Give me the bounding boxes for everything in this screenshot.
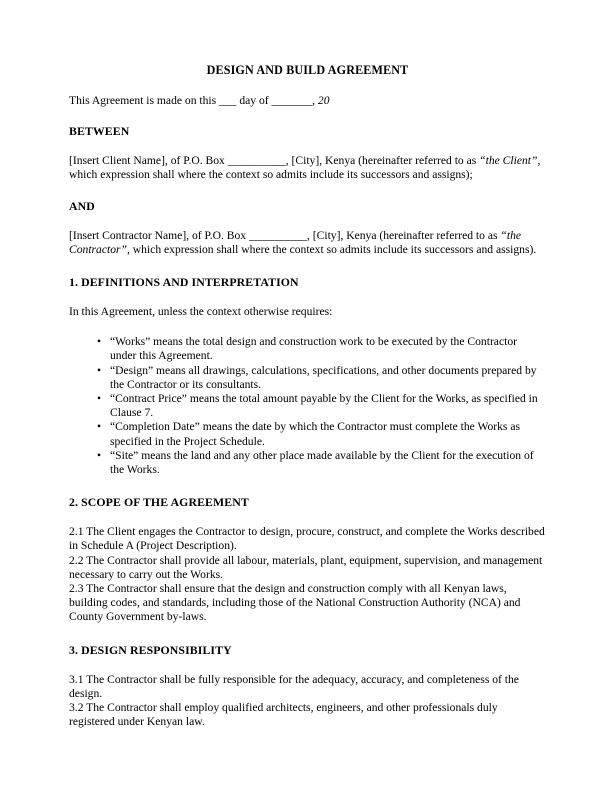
definition-text: “Site” means the land and any other place made available by the Client for the execution of the Works.	[110, 448, 534, 477]
date-line-day-blank: ___	[219, 94, 237, 107]
client-party-text-before: [Insert Client Name], of P.O. Box __________, [City], Kenya (hereinafter referred to as	[69, 154, 480, 168]
section-heading-design-responsibility: 3. DESIGN RESPONSIBILITY	[69, 642, 232, 657]
client-party-paragraph	[69, 154, 546, 182]
definition-text: “Completion Date” means the date by which the Contractor must complete the Works as specified in the Project Schedule.	[110, 420, 520, 448]
client-defined-term: “the Client”	[479, 154, 538, 168]
definition-text: “Contract Price” means the total amount payable by the Client for the Works, as specified in Clause 7.	[110, 392, 538, 420]
contractor-defined-term: “the Contractor”	[69, 228, 522, 256]
date-line-year: 20	[317, 94, 330, 107]
clause-3-2: 3.2 The Contractor shall employ qualified architects, engineers, and other professionals duly registered under Kenyan law.	[69, 701, 498, 729]
clause-2-1: 2.1 The Client engages the Contractor to design, procure, construct, and complete the Works described in Schedule A (Project Description).	[69, 525, 545, 553]
list-item	[97, 335, 546, 363]
bullet-icon: •	[97, 392, 102, 406]
clause-3-1: 3.1 The Contractor shall be fully responsible for the adequacy, accuracy, and completeness of the design.	[69, 672, 519, 700]
agreement-date-line	[69, 94, 546, 108]
section-heading-scope: 2. SCOPE OF THE AGREEMENT	[69, 495, 249, 510]
section-heading-definitions: 1. DEFINITIONS AND INTERPRETATION	[69, 275, 299, 290]
contractor-party-paragraph	[69, 229, 546, 257]
list-item	[97, 449, 546, 477]
contractor-party-text-before: [Insert Contractor Name], of P.O. Box __________, [City], Kenya (hereinafter referred to as	[69, 228, 501, 242]
client-party-text-after: , which expression shall where the context so admits include its successors and assigns);	[69, 154, 541, 182]
bullet-icon: •	[97, 448, 102, 462]
clause-2-3: 2.3 The Contractor shall ensure that the design and construction comply with all Kenyan laws, building codes, and standards, including those of the National Construction Authority (NCA) and County Government by-laws.	[69, 582, 521, 624]
list-item	[97, 420, 546, 448]
list-item	[97, 392, 546, 420]
and-label: AND	[69, 198, 95, 213]
contractor-party-text-after: , which expression shall where the context so admits include its successors and assigns).	[126, 242, 537, 256]
definitions-intro: In this Agreement, unless the context otherwise requires:	[69, 305, 333, 319]
list-item	[97, 364, 546, 392]
date-line-suffix: ,	[312, 94, 318, 107]
definition-text: “Works” means the total design and construction work to be executed by the Contractor under this Agreement.	[110, 335, 517, 363]
bullet-icon: •	[97, 363, 102, 377]
date-line-middle: day of	[236, 94, 272, 107]
document-body	[69, 63, 546, 729]
clause-2-2: 2.2 The Contractor shall provide all labour, materials, plant, equipment, supervision, and management necessary to carry out the Works.	[69, 553, 543, 581]
definition-text: “Design” means all drawings, calculations, specifications, and other documents prepared by the Contractor or its consultants.	[110, 363, 537, 391]
definitions-list	[69, 335, 546, 477]
bullet-icon: •	[97, 420, 102, 434]
date-line-prefix: This Agreement is made on this	[69, 94, 220, 107]
between-label: BETWEEN	[69, 124, 130, 139]
date-line-month-blank: _______	[271, 94, 313, 107]
page-title: DESIGN AND BUILD AGREEMENT	[206, 63, 409, 77]
bullet-icon: •	[97, 335, 102, 349]
